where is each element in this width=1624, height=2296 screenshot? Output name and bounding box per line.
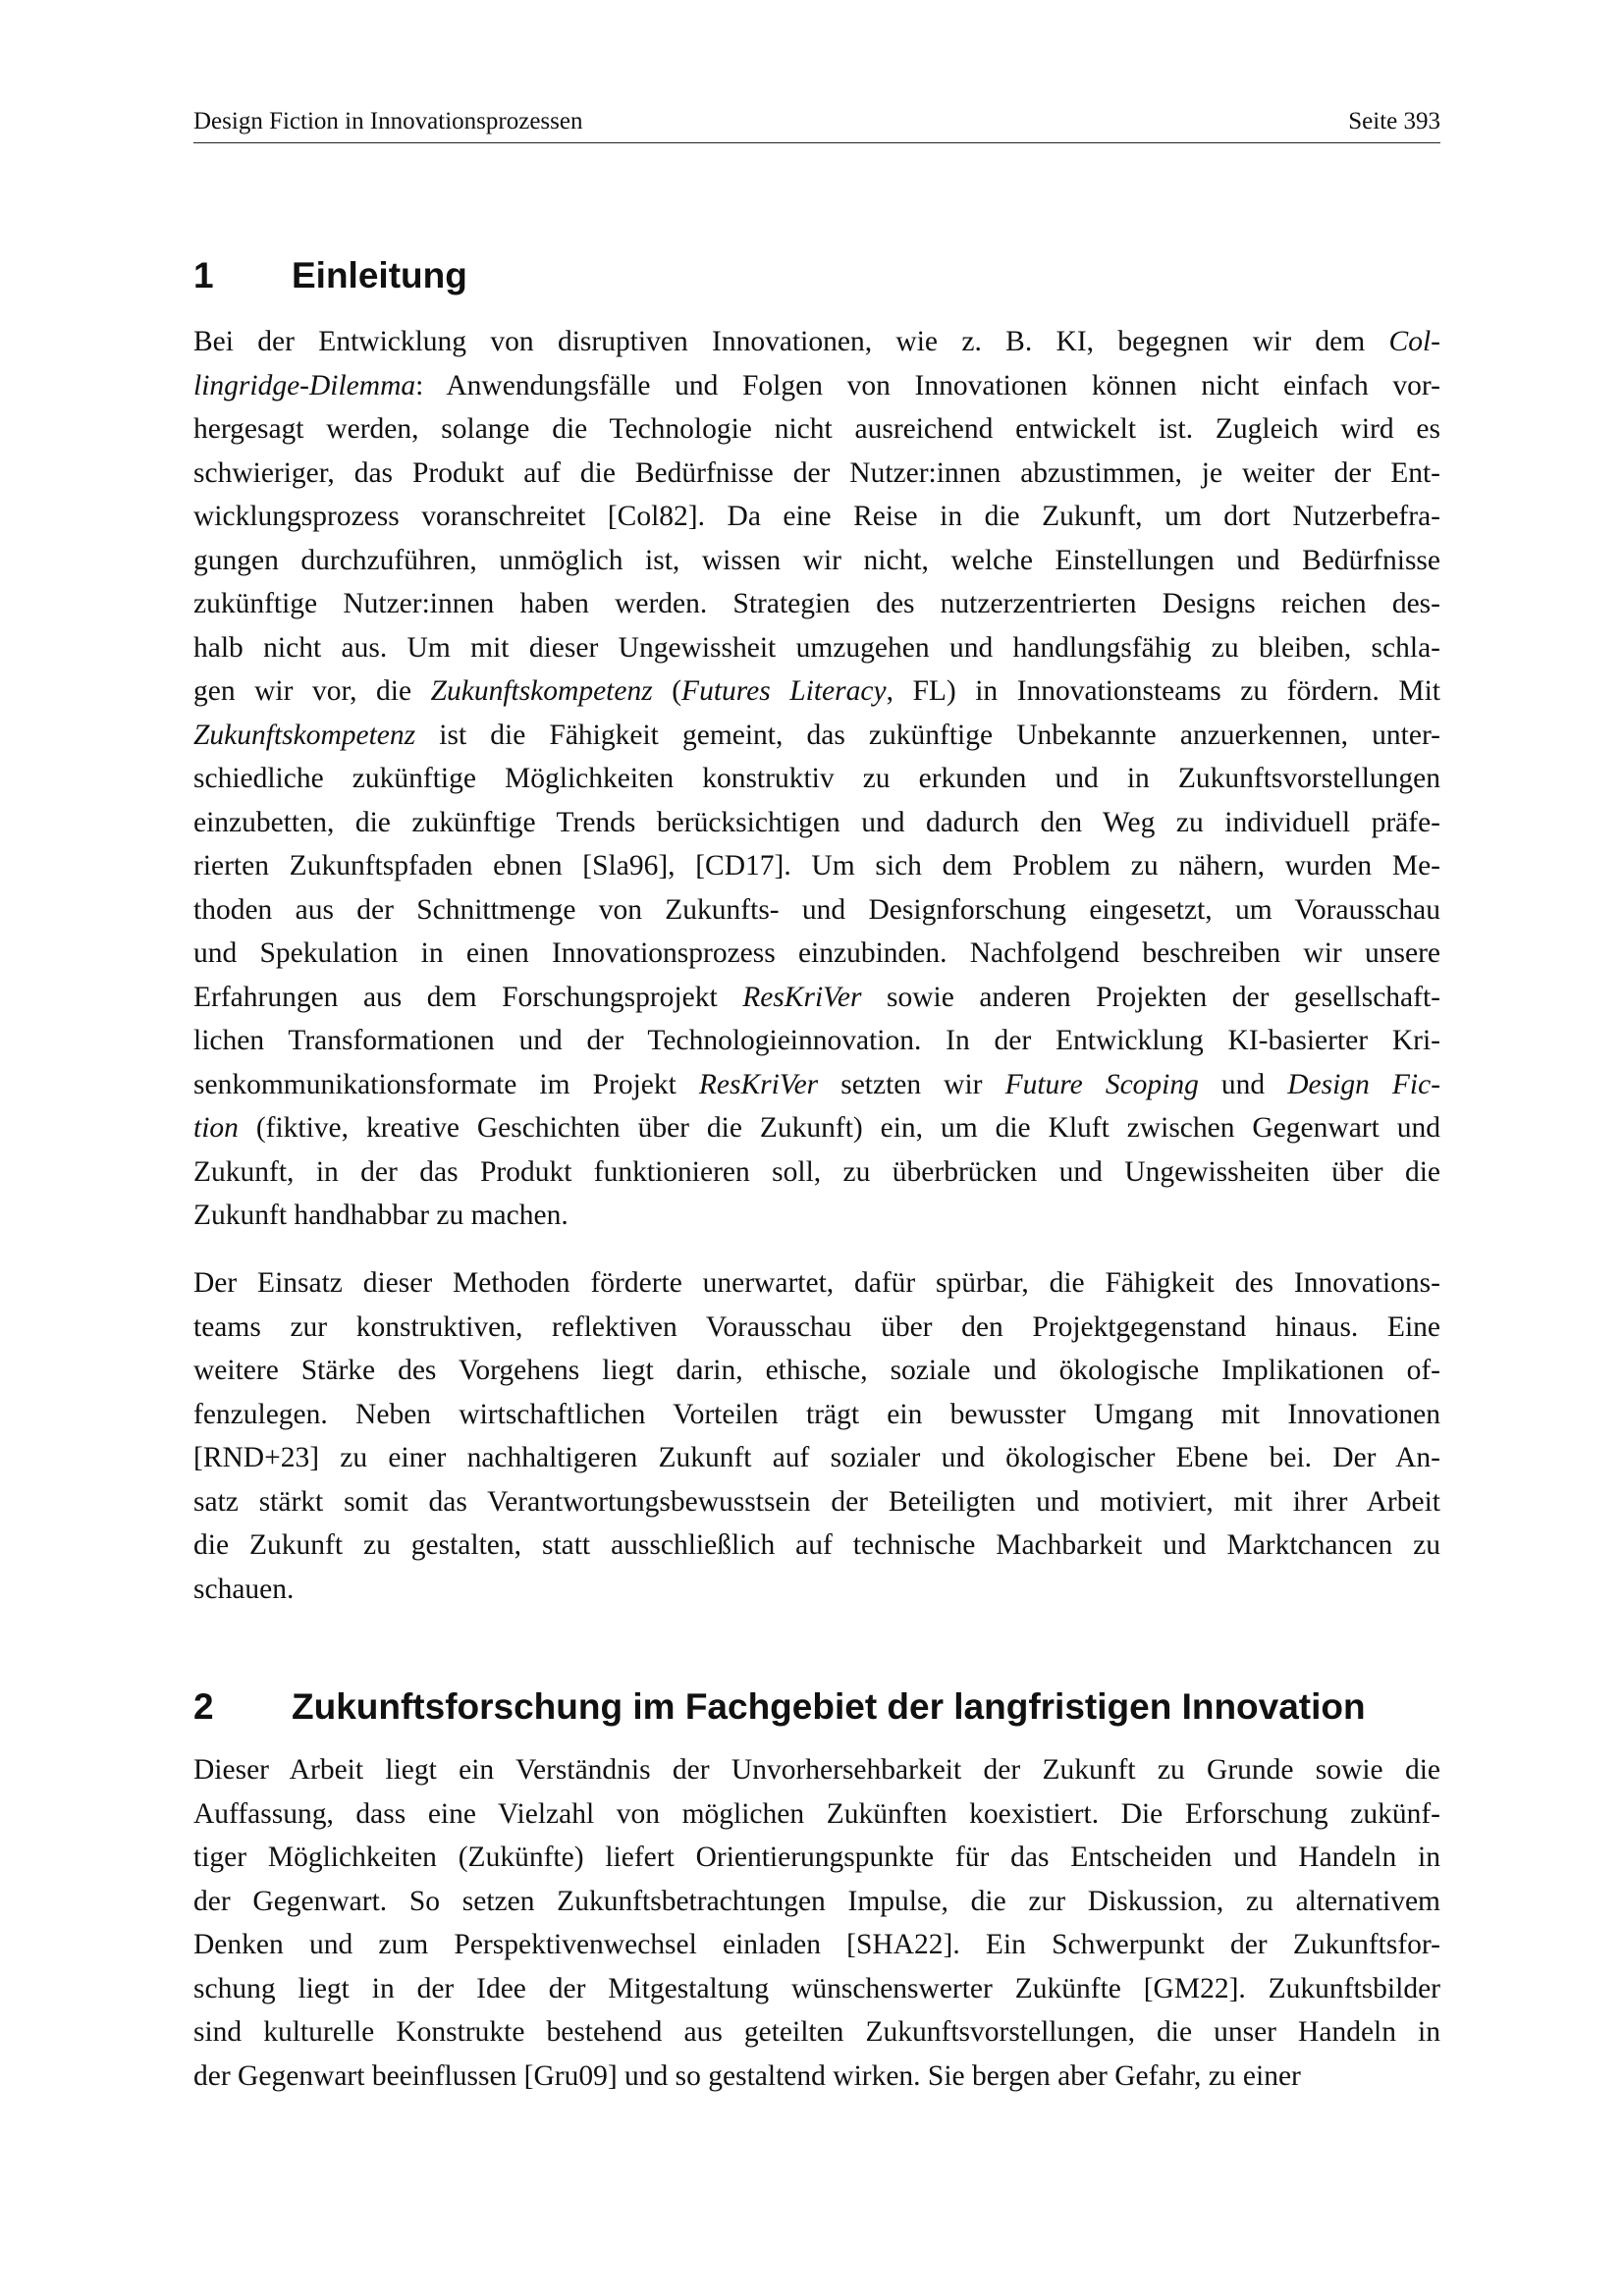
- text-run: gungen durchzuführen, unmöglich ist, wissen wir nicht, welche Einstellungen und Bedürfnisse: [193, 544, 1440, 576]
- text-run: Dieser Arbeit liegt ein Verständnis der Unvorhersehbarkeit der Zukunft zu Grunde sowie die: [193, 1754, 1440, 1786]
- text-run: schiedliche zukünftige Möglichkeiten konstruktiv zu erkunden und in Zukunftsvorstellungen: [193, 763, 1440, 794]
- text-line: [193, 1106, 1440, 1150]
- text-run: Auffassung, dass eine Vielzahl von möglichen Zukünften koexistiert. Die Erforschung zukünf-: [193, 1797, 1440, 1830]
- section-1-paragraph-2: [193, 1261, 1440, 1611]
- text-run: tiger Möglichkeiten (Zukünfte) liefert Orientierungspunkte für das Entscheiden und Handeln in: [193, 1842, 1440, 1873]
- text-run: einzubetten, die zukünftige Trends berücksichtigen und dadurch den Weg zu individuell präfe-: [193, 806, 1440, 838]
- text-run: Erfahrungen aus dem Forschungsprojekt: [193, 981, 743, 1013]
- text-run: Der Einsatz dieser Methoden förderte unerwartet, dafür spürbar, die Fähigkeit des Innovations-: [193, 1267, 1440, 1299]
- text-line: [193, 2010, 1440, 2055]
- italic-term: ResKriVer: [742, 981, 862, 1013]
- text-run: gen wir vor, die: [193, 675, 431, 707]
- text-line: [193, 844, 1440, 888]
- text-line: [193, 1880, 1440, 1924]
- section-1-number: 1: [193, 255, 214, 295]
- text-line: [193, 1150, 1440, 1195]
- text-run: senkommunikationsformate im Projekt: [193, 1068, 699, 1100]
- text-line: [193, 364, 1440, 408]
- text-line: [193, 1261, 1440, 1306]
- text-run: : Anwendungsfälle und Folgen von Innovationen können nicht einfach vor-: [415, 369, 1440, 401]
- section-2-paragraph-1: [193, 1748, 1440, 2098]
- text-line: [193, 320, 1440, 364]
- text-line: [193, 2055, 1440, 2099]
- text-run: hergesagt werden, solange die Technologie nicht ausreichend entwickelt ist. Zugleich wird es: [193, 413, 1440, 445]
- italic-term: Design Fic-: [1287, 1068, 1441, 1100]
- text-run: ist die Fähigkeit gemeint, das zukünftige Unbekannte anzuerkennen, unter-: [415, 719, 1440, 751]
- text-line: [193, 757, 1440, 801]
- text-line: [193, 582, 1440, 626]
- text-run: lichen Transformationen und der Technologieinnovation. In der Entwicklung KI-basierter Kri-: [193, 1025, 1440, 1056]
- italic-term: tion: [193, 1112, 239, 1144]
- running-header: [193, 109, 1440, 143]
- text-line: [193, 932, 1440, 976]
- text-run: halb nicht aus. Um mit dieser Ungewissheit umzugehen und handlungsfähig zu bleiben, schla-: [193, 631, 1440, 664]
- text-line: [193, 539, 1440, 583]
- text-line: [193, 888, 1440, 933]
- italic-term: Zukunftskompetenz: [193, 719, 416, 751]
- section-2-heading: [193, 1688, 1366, 1725]
- text-run: thoden aus der Schnittmenge von Zukunfts- und Designforschung eingesetzt, um Vorausschau: [193, 893, 1440, 926]
- text-line: [193, 976, 1440, 1020]
- text-run: Denken und zum Perspektivenwechsel einladen [SHA22]. Ein Schwerpunkt der Zukunftsfor-: [193, 1929, 1440, 1960]
- text-run: schwieriger, das Produkt auf die Bedürfnisse der Nutzer:innen abzustimmen, je weiter der Ent-: [193, 456, 1440, 489]
- italic-term: lingridge-Dilemma: [193, 369, 416, 401]
- text-line: [193, 1792, 1440, 1837]
- text-run: satz stärkt somit das Verantwortungsbewusstsein der Beteiligten und motiviert, mit ihrer Arbeit: [193, 1485, 1440, 1518]
- text-run: fenzulegen. Neben wirtschaftlichen Vorteilen trägt ein bewusster Umgang mit Innovationen: [193, 1398, 1440, 1430]
- text-run: die Zukunft zu gestalten, statt ausschließlich auf technische Machbarkeit und Marktchancen zu: [193, 1529, 1440, 1561]
- text-line: [193, 1568, 1440, 1612]
- italic-term: Future Scoping: [1004, 1068, 1199, 1100]
- text-line: [193, 714, 1440, 758]
- text-run: Bei der Entwicklung von disruptiven Innovationen, wie z. B. KI, begegnen wir dem: [193, 326, 1389, 357]
- section-2-number: 2: [193, 1686, 214, 1727]
- text-line: [193, 1967, 1440, 2011]
- text-run: sowie anderen Projekten der gesellschaft-: [861, 981, 1440, 1013]
- text-line: [193, 1063, 1440, 1107]
- text-line: [193, 452, 1440, 496]
- text-line: [193, 1836, 1440, 1880]
- text-line: [193, 1019, 1440, 1063]
- text-line: [193, 1523, 1440, 1568]
- text-line: [193, 1349, 1440, 1393]
- text-line: [193, 1923, 1440, 1967]
- text-run: teams zur konstruktiven, reflektiven Vorausschau über den Projektgegenstand hinaus. Eine: [193, 1310, 1440, 1343]
- italic-term: Futures Literacy: [681, 675, 887, 707]
- text-run: zukünftige Nutzer:innen haben werden. Strategien des nutzerzentrierten Designs reichen des-: [193, 588, 1440, 619]
- text-run: setzten wir: [818, 1068, 1005, 1100]
- text-line: [193, 669, 1440, 714]
- text-line: [193, 1436, 1440, 1480]
- header-title: Design Fiction in Innovationsprozessen: [193, 108, 583, 134]
- text-line: [193, 1306, 1440, 1350]
- text-run: Zukunft handhabbar zu machen.: [193, 1200, 568, 1231]
- text-run: sind kulturelle Konstrukte bestehend aus geteilten Zukunftsvorstellungen, die unser Handeln in: [193, 2016, 1440, 2048]
- section-2-title: Zukunftsforschung im Fachgebiet der langfristigen Innovation: [292, 1686, 1366, 1727]
- header-page-number: Seite 393: [1348, 108, 1440, 134]
- text-run: und Spekulation in einen Innovationsprozess einzubinden. Nachfolgend beschreiben wir unsere: [193, 937, 1440, 969]
- italic-term: ResKriVer: [698, 1068, 819, 1100]
- italic-term: Col-: [1388, 326, 1440, 357]
- text-run: und: [1198, 1068, 1288, 1100]
- text-line: [193, 1480, 1440, 1524]
- section-1-title: Einleitung: [292, 255, 467, 295]
- text-run: der Gegenwart. So setzen Zukunftsbetrachtungen Impulse, die zur Diskussion, zu alternativem: [193, 1885, 1440, 1917]
- text-run: rierten Zukunftspfaden ebnen [Sla96], [CD17]. Um sich dem Problem zu nähern, wurden Me-: [193, 850, 1440, 881]
- text-run: (fiktive, kreative Geschichten über die Zukunft) ein, um die Kluft zwischen Gegenwart und: [238, 1112, 1440, 1144]
- section-1-heading: [193, 257, 467, 294]
- text-run: (: [652, 675, 682, 707]
- text-run: schung liegt in der Idee der Mitgestaltung wünschenswerter Zukünfte [GM22]. Zukunftsbilder: [193, 1972, 1440, 2004]
- text-run: weitere Stärke des Vorgehens liegt darin, ethische, soziale und ökologische Implikationen of-: [193, 1355, 1440, 1386]
- text-line: [193, 1748, 1440, 1792]
- text-line: [193, 801, 1440, 845]
- text-line: [193, 495, 1440, 539]
- text-run: der Gegenwart beeinflussen [Gru09] und so gestaltend wirken. Sie bergen aber Gefahr, zu einer: [193, 2059, 1301, 2092]
- text-line: [193, 1393, 1440, 1437]
- text-run: Zukunft, in der das Produkt funktionieren soll, zu überbrücken und Ungewissheiten über die: [193, 1155, 1440, 1188]
- italic-term: Zukunftskompetenz: [430, 675, 653, 707]
- text-run: wicklungsprozess voranschreitet [Col82]. Da eine Reise in die Zukunft, um dort Nutzerbefra-: [193, 501, 1440, 532]
- section-1-paragraph-1: [193, 320, 1440, 1238]
- text-run: , FL) in Innovationsteams zu fördern. Mit: [886, 675, 1441, 707]
- text-line: [193, 1194, 1440, 1238]
- text-line: [193, 626, 1440, 670]
- text-run: schauen.: [193, 1573, 295, 1605]
- text-line: [193, 407, 1440, 452]
- text-run: [RND+23] zu einer nachhaltigeren Zukunft auf sozialer und ökologischer Ebene bei. Der An-: [193, 1442, 1440, 1473]
